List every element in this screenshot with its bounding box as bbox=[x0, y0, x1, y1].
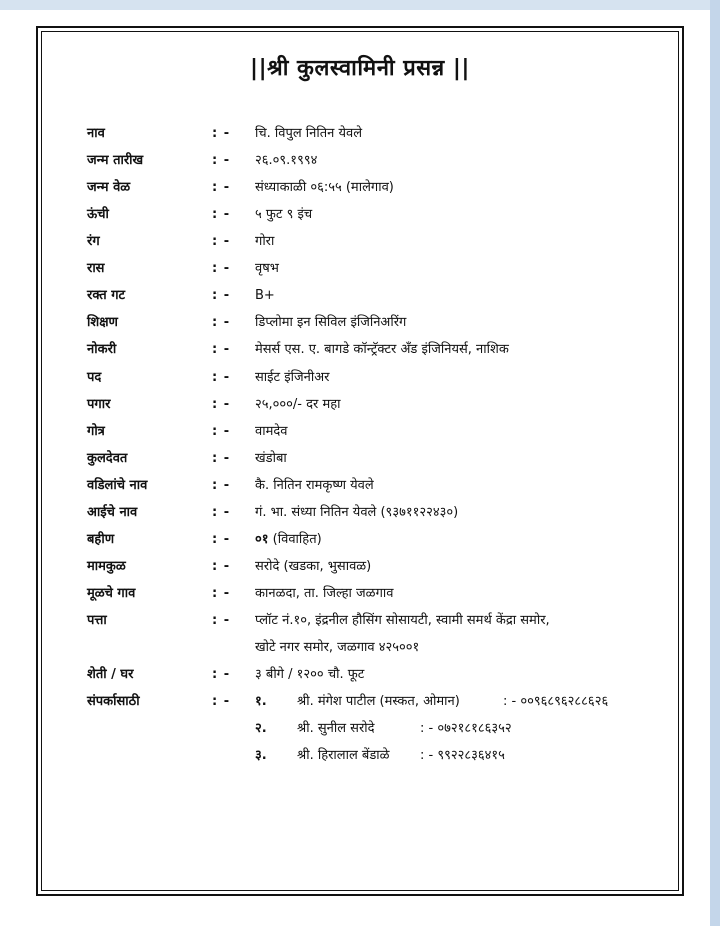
field-row-address bbox=[0, 609, 720, 633]
field-row-education bbox=[0, 311, 720, 335]
field-label: जन्म वेळ bbox=[87, 180, 131, 195]
field-row-mother-name bbox=[0, 501, 720, 525]
field-separator: : - bbox=[212, 424, 231, 439]
field-value: प्लॉट नं.१०, इंद्रनील हौसिंग सोसायटी, स्वामी समर्थ केंद्रा समोर, bbox=[255, 613, 550, 628]
field-separator: : - bbox=[212, 559, 231, 574]
field-row-salary bbox=[0, 393, 720, 417]
field-row-birthdate bbox=[0, 149, 720, 173]
field-separator: : - bbox=[212, 153, 231, 168]
field-label: आईचे नाव bbox=[87, 505, 138, 520]
field-label: पत्ता bbox=[87, 613, 107, 628]
field-value: गं. भा. संध्या नितिन येवले (९३७११२२४३०) bbox=[255, 505, 459, 520]
field-separator: : - bbox=[212, 451, 231, 466]
field-label: जन्म तारीख bbox=[87, 153, 144, 168]
field-separator: : - bbox=[212, 288, 231, 303]
field-separator: : - bbox=[212, 234, 231, 249]
field-label: ऊंची bbox=[87, 207, 109, 222]
field-value: गोरा bbox=[255, 234, 275, 249]
field-value: साईट इंजिनीअर bbox=[255, 370, 330, 385]
field-label: शेती / घर bbox=[87, 667, 134, 682]
field-row-height bbox=[0, 203, 720, 227]
contact-row-2 bbox=[0, 717, 720, 741]
field-row-complexion bbox=[0, 230, 720, 254]
field-separator: : - bbox=[212, 342, 231, 357]
field-separator: : - bbox=[212, 505, 231, 520]
field-label: गोत्र bbox=[87, 424, 105, 439]
field-row-father-name bbox=[0, 474, 720, 498]
field-separator: : - bbox=[212, 694, 231, 709]
contact-number: ३. bbox=[255, 748, 267, 763]
field-row-sister bbox=[0, 528, 720, 552]
contact-number: २. bbox=[255, 721, 267, 736]
field-value: B+ bbox=[255, 288, 275, 303]
field-label: पद bbox=[87, 370, 102, 385]
contact-phone: : - ००९६८९६२८८६२६ bbox=[503, 694, 609, 709]
field-separator: : - bbox=[212, 613, 231, 628]
field-row-kuldevat bbox=[0, 447, 720, 471]
field-value: २५,०००/- दर महा bbox=[255, 397, 341, 412]
field-separator: : - bbox=[212, 586, 231, 601]
field-row-native-village bbox=[0, 582, 720, 606]
field-value: ५ फुट ९ इंच bbox=[255, 207, 313, 222]
field-label: नाव bbox=[87, 126, 105, 141]
field-row-address-line2 bbox=[0, 636, 720, 660]
field-label: रक्त गट bbox=[87, 288, 126, 303]
field-value bbox=[255, 528, 322, 552]
field-label: शिक्षण bbox=[87, 315, 118, 330]
field-value: कानळदा, ता. जिल्हा जळगाव bbox=[255, 586, 394, 601]
field-value: डिप्लोमा इन सिविल इंजिनिअरिंग bbox=[255, 315, 407, 330]
field-label: वडिलांचे नाव bbox=[87, 478, 148, 493]
field-separator: : - bbox=[212, 667, 231, 682]
field-label: पगार bbox=[87, 397, 111, 412]
field-separator: : - bbox=[212, 315, 231, 330]
field-row-property bbox=[0, 663, 720, 687]
field-row-mamkul bbox=[0, 555, 720, 579]
field-value-bold: ०१ bbox=[255, 532, 269, 547]
contact-row-3 bbox=[0, 744, 720, 768]
field-label: रास bbox=[87, 261, 105, 276]
field-separator: : - bbox=[212, 207, 231, 222]
field-value: सरोदे (खडका, भुसावळ) bbox=[255, 559, 372, 574]
field-separator: : - bbox=[212, 370, 231, 385]
field-row-name bbox=[0, 122, 720, 146]
field-value: संध्याकाळी ०६:५५ (मालेगाव) bbox=[255, 180, 394, 195]
field-label: मामकुळ bbox=[87, 559, 126, 574]
field-separator: : - bbox=[212, 180, 231, 195]
field-value: मेसर्स एस. ए. बागडे कॉन्ट्रॅक्टर अँड इंजिनियर्स, नाशिक bbox=[255, 342, 509, 357]
field-row-gotra bbox=[0, 420, 720, 444]
field-value: २६.०९.१९९४ bbox=[255, 153, 318, 168]
contact-name: श्री. हिरालाल बेंडाळे bbox=[297, 748, 390, 763]
field-separator: : - bbox=[212, 126, 231, 141]
field-value-rest: (विवाहित) bbox=[268, 532, 322, 547]
field-value: वृषभ bbox=[255, 261, 279, 276]
contact-number: १. bbox=[255, 694, 267, 709]
field-label: बहीण bbox=[87, 532, 115, 547]
field-separator: : - bbox=[212, 478, 231, 493]
field-value: वामदेव bbox=[255, 424, 288, 439]
field-row-rashi bbox=[0, 257, 720, 281]
contact-phone: : - ०७२१८१८६३५२ bbox=[420, 721, 512, 736]
field-row-contact bbox=[0, 690, 720, 714]
field-value: खंडोबा bbox=[255, 451, 287, 466]
field-row-blood-group bbox=[0, 284, 720, 308]
field-row-post bbox=[0, 366, 720, 390]
field-value: ३ बीगे / १२०० चौ. फूट bbox=[255, 667, 365, 682]
field-value-line2: खोटे नगर समोर, जळगाव ४२५००१ bbox=[255, 640, 420, 655]
field-label: संपर्कासाठी bbox=[87, 694, 140, 709]
contact-phone: : - ९९२२८३६४१५ bbox=[420, 748, 505, 763]
field-value: कै. नितिन रामकृष्ण येवले bbox=[255, 478, 374, 493]
field-label: मूळचे गाव bbox=[87, 586, 136, 601]
contact-name: श्री. सुनील सरोदे bbox=[297, 721, 375, 736]
field-value: चि. विपुल नितिन येवले bbox=[255, 126, 363, 141]
field-label: रंग bbox=[87, 234, 100, 249]
field-separator: : - bbox=[212, 397, 231, 412]
field-row-job bbox=[0, 338, 720, 362]
field-separator: : - bbox=[212, 532, 231, 547]
page-title: ||श्री कुलस्वामिनी प्रसन्न || bbox=[250, 56, 470, 81]
contact-name: श्री. मंगेश पाटील (मस्कत, ओमान) bbox=[297, 694, 460, 709]
field-separator: : - bbox=[212, 261, 231, 276]
top-edge bbox=[0, 0, 720, 10]
field-label: कुलदेवत bbox=[87, 451, 128, 466]
field-label: नोकरी bbox=[87, 342, 117, 357]
field-row-birthtime bbox=[0, 176, 720, 200]
